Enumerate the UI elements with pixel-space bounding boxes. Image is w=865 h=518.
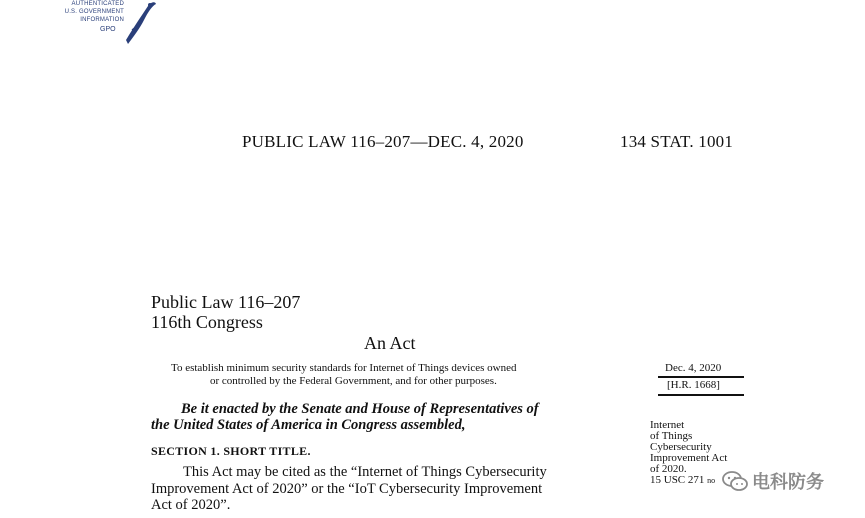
eagle-logo-icon <box>118 0 158 46</box>
logo-line-1: AUTHENTICATED <box>71 1 124 7</box>
enactment-date: Dec. 4, 2020 <box>665 362 722 374</box>
margin-note-line: Improvement Act <box>650 452 728 464</box>
watermark <box>722 468 824 494</box>
margin-note-line: Cybersecurity <box>650 441 712 453</box>
bill-number: [H.R. 1668] <box>667 379 720 391</box>
congress-number: 116th Congress <box>151 312 263 332</box>
margin-note-line <box>650 475 727 486</box>
margin-note <box>650 420 727 486</box>
margin-note-line: of 2020. <box>650 463 687 475</box>
logo-line-2: U.S. GOVERNMENT <box>64 9 124 15</box>
section-heading: SECTION 1. SHORT TITLE. <box>151 444 311 458</box>
margin-note-suffix: no <box>707 476 716 485</box>
public-law-number: Public Law 116–207 <box>151 292 301 312</box>
watermark-text: 电科防务 <box>752 472 824 493</box>
margin-note-citation: 15 USC 271 <box>650 474 705 486</box>
logo-line-3: INFORMATION <box>80 17 124 23</box>
section-text-line-3: Act of 2020”. <box>151 497 231 513</box>
side-rule-bottom <box>658 394 744 396</box>
running-header-right: 134 STAT. 1001 <box>620 132 734 151</box>
section-text-line-1: This Act may be cited as the “Internet of Things Cybersecurity <box>183 464 547 480</box>
margin-note-line: of Things <box>650 430 693 442</box>
section-text-line-2: Improvement Act of 2020” or the “IoT Cybersecurity Improvement <box>151 481 543 497</box>
margin-note-line: Internet <box>650 419 685 431</box>
gpo-logo <box>50 0 160 46</box>
logo-gpo-mark: GPO <box>100 26 116 33</box>
act-title: An Act <box>364 333 416 353</box>
purpose-line-1: To establish minimum security standards for Internet of Things devices owned <box>171 362 517 374</box>
purpose-line-2: or controlled by the Federal Government, and for other purposes. <box>210 375 497 387</box>
running-header-left: PUBLIC LAW 116–207—DEC. 4, 2020 <box>242 132 524 151</box>
wechat-icon <box>722 470 748 492</box>
enacting-clause-line-1: Be it enacted by the Senate and House of Representatives of <box>181 401 539 417</box>
side-rule-top <box>658 376 744 378</box>
enacting-clause-line-2: the United States of America in Congress assembled, <box>151 417 466 433</box>
